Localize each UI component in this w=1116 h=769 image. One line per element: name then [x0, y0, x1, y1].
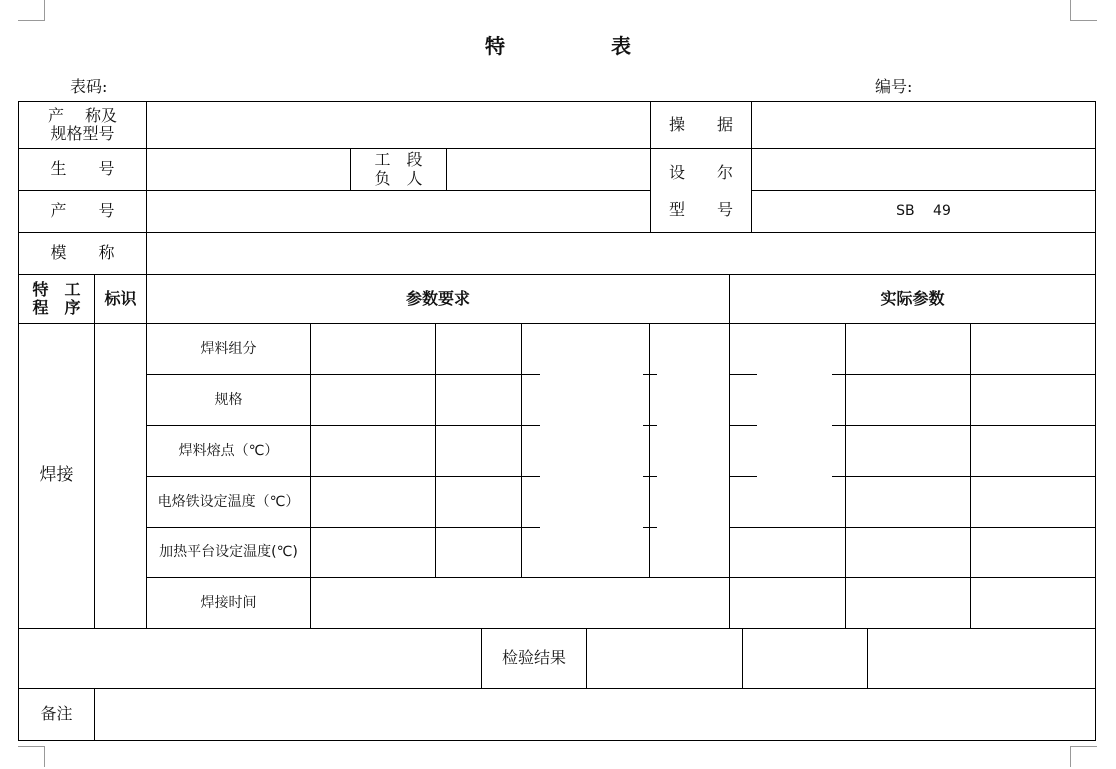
production-no-label: 生 号	[50, 159, 115, 179]
number-label: 编号:	[875, 77, 913, 96]
mold-name-label: 模 称	[50, 243, 115, 263]
params-required-header: 参数要求	[405, 288, 470, 308]
form-code-label: 表码:	[70, 77, 108, 96]
param-solder-melting-point: 焊料熔点（℃）	[178, 442, 279, 459]
model-no-label: 型 号	[668, 199, 733, 219]
product-name-model-label: 产 称及 规格型号	[47, 105, 118, 143]
inspection-result-label: 检验结果	[501, 648, 566, 668]
special-process-header: 特 工 程 序	[32, 279, 81, 317]
product-no-label: 产 号	[50, 201, 115, 221]
remarks-label: 备注	[40, 704, 73, 724]
param-iron-set-temperature: 电烙铁设定温度（℃）	[157, 493, 300, 510]
title-part-1: 特	[485, 34, 506, 58]
actual-params-header: 实际参数	[880, 288, 945, 308]
responsible-label: 工 段 负 人	[374, 150, 423, 188]
param-platform-set-temperature: 加热平台设定温度(℃)	[159, 544, 298, 561]
param-solder-composition: 焊料组分	[200, 340, 257, 357]
operation-basis-label: 操 据	[668, 114, 733, 134]
section-welding: 焊接	[39, 465, 74, 486]
equipment-name-label: 设 尔	[668, 162, 733, 182]
param-welding-time: 焊接时间	[200, 594, 257, 611]
title-part-2: 表	[610, 34, 631, 58]
mark-header: 标识	[104, 288, 137, 308]
param-specification: 规格	[214, 391, 243, 408]
model-value: SB 49	[896, 203, 951, 220]
